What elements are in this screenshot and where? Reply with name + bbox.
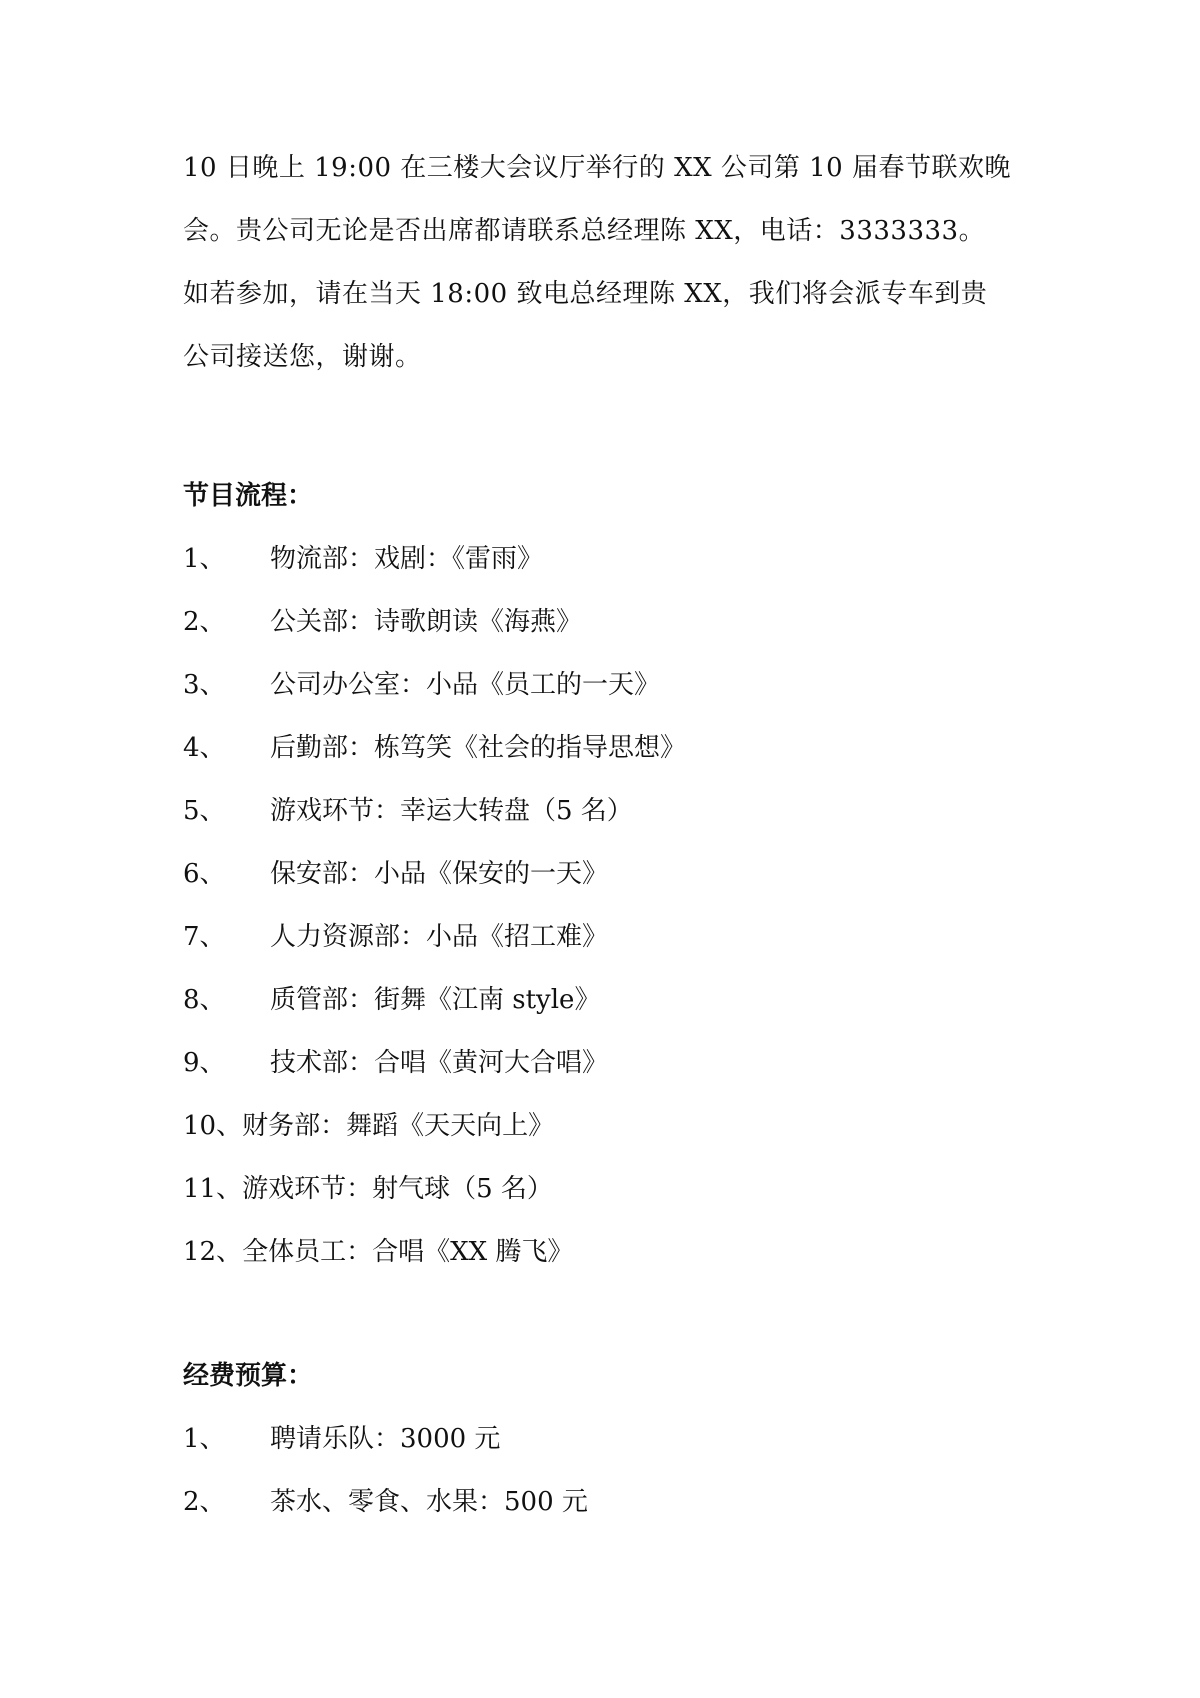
budget-title: 经费预算：	[183, 1361, 314, 1391]
item-text: 物流部：戏剧：《雷雨》	[270, 544, 544, 574]
list-item	[183, 920, 1033, 983]
item-text: 游戏环节：射气球（5 名）	[242, 1174, 553, 1204]
list-item	[183, 1109, 1033, 1172]
item-number: 2、	[183, 607, 226, 637]
item-number: 11、	[183, 1174, 243, 1204]
intro-line: 会。贵公司无论是否出席都请联系总经理陈 XX，电话：3333333。	[183, 216, 986, 246]
list-item	[183, 1485, 1033, 1548]
list-item	[183, 857, 1033, 920]
item-text: 聘请乐队：3000 元	[270, 1424, 501, 1454]
item-number: 7、	[183, 922, 226, 952]
intro-paragraph	[183, 151, 1033, 403]
item-number: 8、	[183, 985, 226, 1015]
item-number: 3、	[183, 670, 226, 700]
item-number: 2、	[183, 1487, 226, 1517]
item-text: 后勤部：栋笃笑《社会的指导思想》	[270, 733, 687, 763]
item-number: 6、	[183, 859, 226, 889]
item-number: 10、	[183, 1111, 243, 1141]
list-item	[183, 542, 1033, 605]
intro-line: 公司接送您，谢谢。	[183, 342, 422, 372]
intro-line: 10 日晚上 19:00 在三楼大会议厅举行的 XX 公司第 10 届春节联欢晚	[183, 153, 1011, 183]
list-item	[183, 1046, 1033, 1109]
list-item	[183, 794, 1033, 857]
item-text: 保安部：小品《保安的一天》	[270, 859, 609, 889]
budget-list	[183, 1422, 1033, 1548]
item-number: 12、	[183, 1237, 243, 1267]
item-number: 4、	[183, 733, 226, 763]
item-number: 1、	[183, 544, 226, 574]
list-item	[183, 605, 1033, 668]
program-list	[183, 542, 1033, 1298]
list-item	[183, 983, 1033, 1046]
item-number: 9、	[183, 1048, 226, 1078]
list-item	[183, 1422, 1033, 1485]
item-text: 公司办公室：小品《员工的一天》	[270, 670, 661, 700]
item-text: 茶水、零食、水果：500 元	[270, 1487, 588, 1517]
item-text: 游戏环节：幸运大转盘（5 名）	[270, 796, 633, 826]
item-text: 质管部：街舞《江南 style》	[270, 985, 601, 1015]
item-number: 5、	[183, 796, 226, 826]
item-text: 财务部：舞蹈《天天向上》	[242, 1111, 555, 1141]
program-section	[183, 479, 1033, 1298]
budget-section	[183, 1359, 1033, 1548]
item-text: 技术部：合唱《黄河大合唱》	[270, 1048, 609, 1078]
item-text: 公关部：诗歌朗读《海燕》	[270, 607, 583, 637]
list-item	[183, 668, 1033, 731]
list-item	[183, 1172, 1033, 1235]
list-item	[183, 731, 1033, 794]
item-number: 1、	[183, 1424, 226, 1454]
program-title: 节目流程：	[183, 481, 314, 511]
list-item	[183, 1235, 1033, 1298]
item-text: 全体员工：合唱《XX 腾飞》	[242, 1237, 574, 1267]
item-text: 人力资源部：小品《招工难》	[270, 922, 609, 952]
intro-line: 如若参加，请在当天 18:00 致电总经理陈 XX，我们将会派专车到贵	[183, 279, 988, 309]
